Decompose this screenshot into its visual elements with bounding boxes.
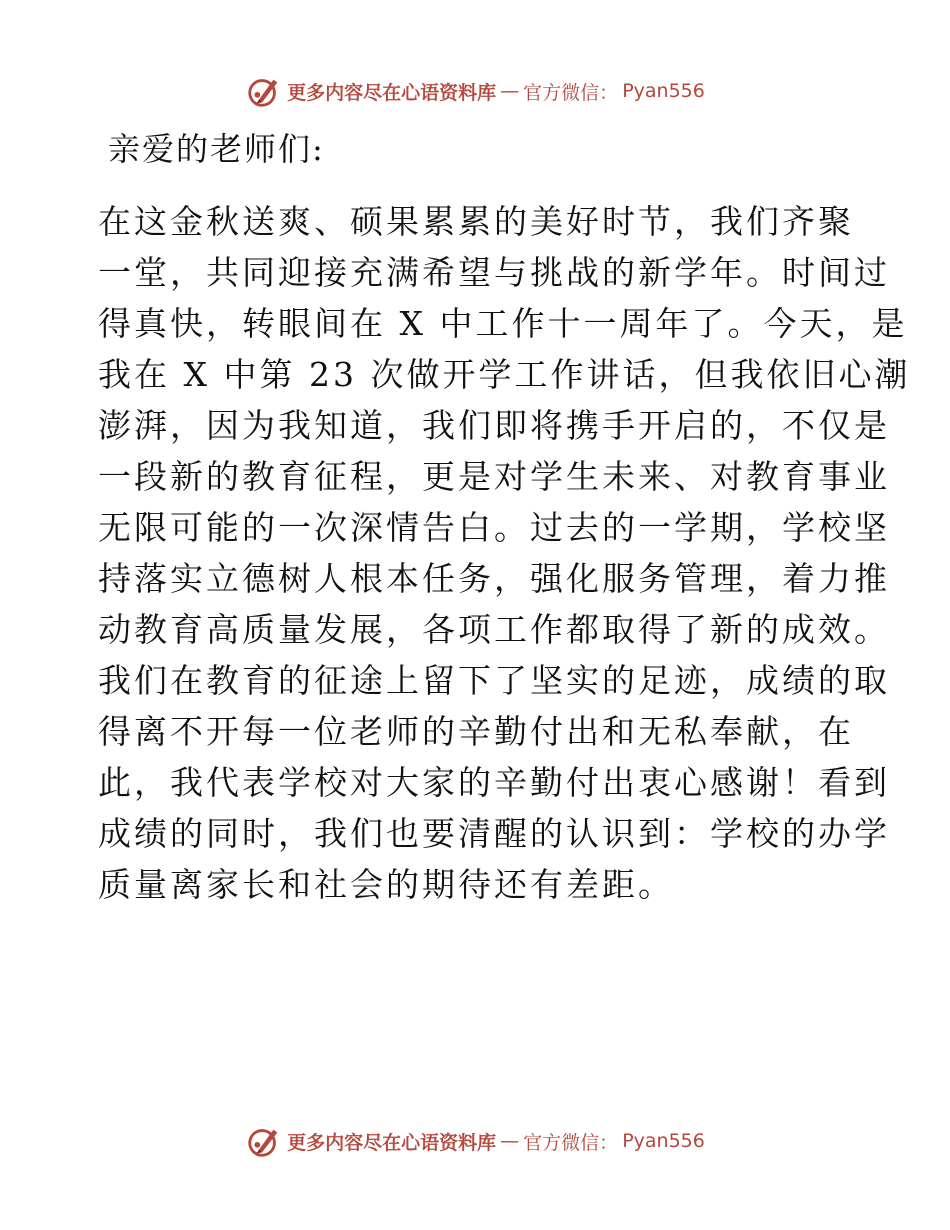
header-banner	[0, 71, 950, 111]
text-line: 一段新的教育征程，更是对学生未来、对教育事业	[98, 457, 890, 496]
banner-text: 更多内容尽在心语资料库	[287, 1131, 497, 1154]
text-line: 动教育高质量发展，各项工作都取得了新的成效。	[98, 610, 890, 649]
text-line: 持落实立德树人根本任务，强化服务管理，着力推	[98, 559, 890, 598]
text-line: 质量离家长和社会的期待还有差距。	[98, 865, 674, 904]
banner-text: 更多内容尽在心语资料库	[287, 81, 497, 104]
banner-separator: —	[500, 1130, 520, 1152]
banner-wechat-id: Pyan556	[622, 80, 705, 102]
banner-separator: —	[500, 80, 520, 102]
banner-wechat-label: 官方微信：	[523, 81, 619, 104]
banner-wechat-label: 官方微信：	[523, 1131, 619, 1154]
body-paragraph	[98, 196, 911, 910]
text-line: 得离不开每一位老师的辛勤付出和无私奉献，在	[98, 712, 854, 751]
footer-banner	[0, 1121, 950, 1161]
banner-wechat-id: Pyan556	[622, 1130, 705, 1152]
text-line: 在这金秋送爽、硕果累累的美好时节，我们齐聚	[98, 202, 854, 241]
text-line: 此，我代表学校对大家的辛勤付出衷心感谢！看到	[98, 763, 890, 802]
text-line: 无限可能的一次深情告白。过去的一学期，学校坚	[98, 508, 890, 547]
quill-pen-logo-icon	[245, 1122, 283, 1160]
text-line: 我在 X 中第 23 次做开学工作讲话，但我依旧心潮	[98, 355, 911, 394]
quill-pen-logo-icon	[245, 72, 283, 110]
text-line: 成绩的同时，我们也要清醒的认识到：学校的办学	[98, 814, 890, 853]
text-line: 一堂，共同迎接充满希望与挑战的新学年。时间过	[98, 253, 890, 292]
text-line: 得真快，转眼间在 X 中工作十一周年了。今天，是	[98, 304, 908, 343]
text-line: 澎湃，因为我知道，我们即将携手开启的，不仅是	[98, 406, 890, 445]
greeting: 亲爱的老师们:	[108, 130, 325, 168]
text-line: 我们在教育的征途上留下了坚实的足迹，成绩的取	[98, 661, 890, 700]
